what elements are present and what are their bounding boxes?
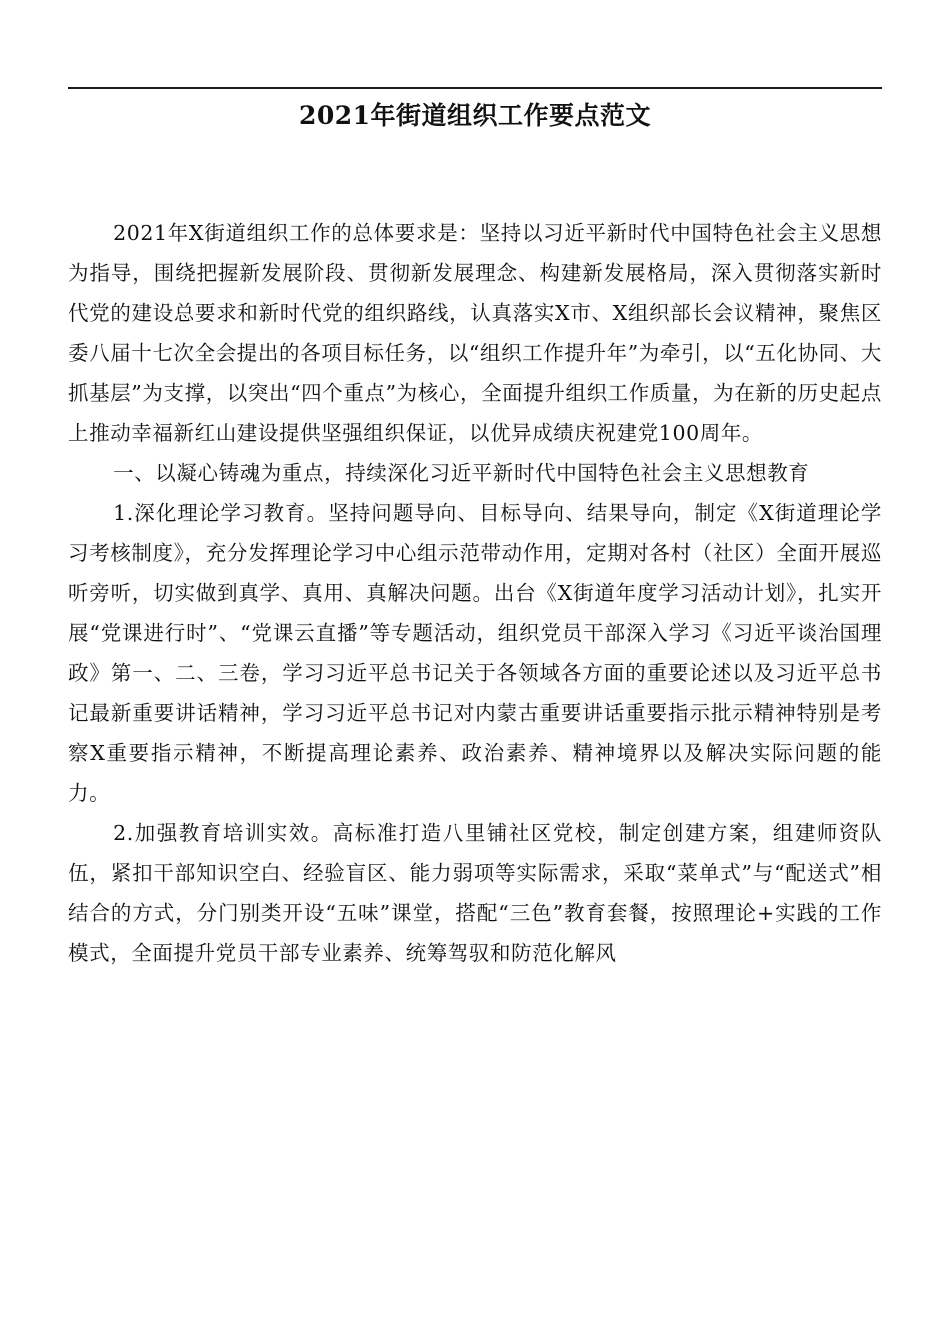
header-rule bbox=[68, 87, 882, 89]
section-heading-1: 一、以凝心铸魂为重点，持续深化习近平新时代中国特色社会主义思想教育 bbox=[113, 461, 810, 485]
paragraph-overview: 2021年X街道组织工作的总体要求是：坚持以习近平新时代中国特色社会主义思想为指导，围绕把握新发展阶段、贯彻新发展理念、构建新发展格局，深入贯彻落实新时代党的建设总要求和新时代党的组织路线，认真落实X市、X组织部长会议精神，聚焦区委八届十七次全会提出的各项目标任务，以“组织工作提升年”为牵引，以“五化协同、大抓基层”为支撑，以突出“四个重点”为核心，全面提升组织工作质量，为在新的历史起点上推动幸福新红山建设提供坚强组织保证，以优异成绩庆祝建党100周年。 bbox=[68, 221, 882, 445]
paragraph-item-2: 2.加强教育培训实效。高标准打造八里铺社区党校，制定创建方案，组建师资队伍，紧扣干部知识空白、经验盲区、能力弱项等实际需求，采取“菜单式”与“配送式”相结合的方式，分门别类开设“五味”课堂，搭配“三色”教育套餐，按照理论+实践的工作模式，全面提升党员干部专业素养、统筹驾驭和防范化解风 bbox=[68, 821, 882, 965]
document-body bbox=[68, 213, 882, 973]
document-title: 2021年街道组织工作要点范文 bbox=[298, 101, 652, 130]
paragraph-item-1: 1.深化理论学习教育。坚持问题导向、目标导向、结果导向，制定《X街道理论学习考核制度》，充分发挥理论学习中心组示范带动作用，定期对各村（社区）全面开展巡听旁听，切实做到真学、真用、真解决问题。出台《X街道年度学习活动计划》，扎实开展“党课进行时”、“党课云直播”等专题活动，组织党员干部深入学习《习近平谈治国理政》第一、二、三卷，学习习近平总书记关于各领域各方面的重要论述以及习近平总书记最新重要讲话精神，学习习近平总书记对内蒙古重要讲话重要指示批示精神特别是考察X重要指示精神，不断提高理论素养、政治素养、精神境界以及解决实际问题的能力。 bbox=[68, 501, 882, 805]
